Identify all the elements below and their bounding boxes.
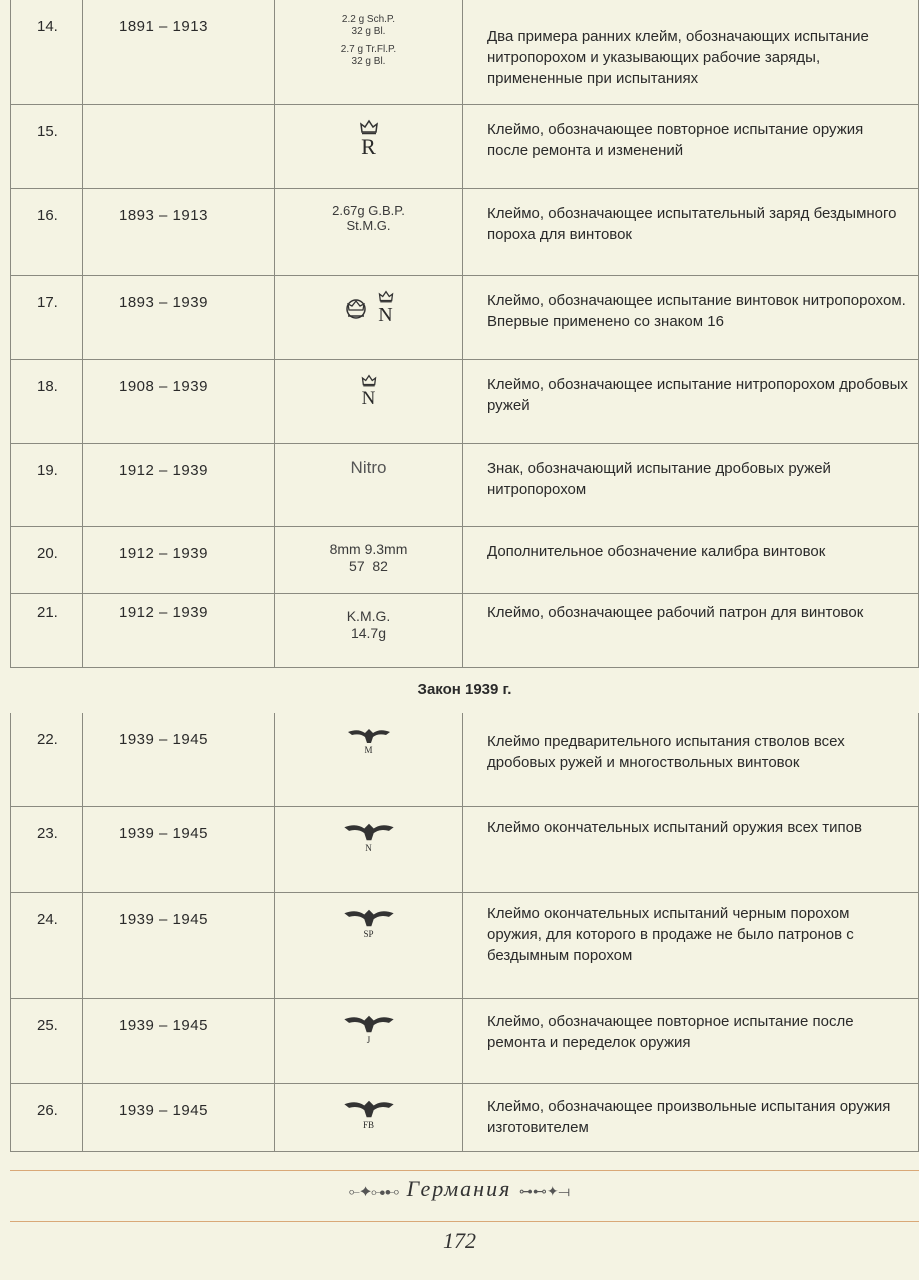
row-years: 1912 – 1939 xyxy=(83,443,275,526)
row-number: 19. xyxy=(11,443,83,526)
row-description: Знак, обозначающий испытание дробовых ружей нитропорохом xyxy=(463,443,919,526)
eagle-icon xyxy=(342,907,396,929)
table-row xyxy=(11,1083,919,1151)
mark-text: 2.2 g Sch.P. xyxy=(341,14,396,25)
mark-text: 2.7 g Tr.Fl.P. xyxy=(340,44,397,55)
row-number: 22. xyxy=(11,713,83,806)
mark-cell xyxy=(275,443,463,526)
table-row xyxy=(11,359,919,443)
mark-cell xyxy=(275,526,463,593)
footer-title-text: Германия xyxy=(406,1176,512,1201)
mark-letter: R xyxy=(361,133,376,159)
table-row xyxy=(11,713,919,806)
row-number: 18. xyxy=(11,359,83,443)
row-years: 1939 – 1945 xyxy=(83,998,275,1083)
table-row xyxy=(11,998,919,1083)
mark-cell xyxy=(275,713,463,806)
row-years: 1939 – 1945 xyxy=(83,1083,275,1151)
table-row xyxy=(11,0,919,104)
row-description: Клеймо, обозначающее повторное испытание оружия после ремонта и изменений xyxy=(463,104,919,188)
ornament-icon: ⟜✦⊶⊷ xyxy=(348,1185,400,1200)
row-description: Клеймо, обозначающее испытательный заряд бездымного пороха для винтовок xyxy=(463,188,919,275)
mark-cell xyxy=(275,593,463,667)
mark-cell xyxy=(275,806,463,892)
row-number: 16. xyxy=(11,188,83,275)
mark-text: 32 g Bl. xyxy=(351,26,386,37)
proof-marks-table-pre-1939 xyxy=(10,0,919,668)
footer-rule-top xyxy=(10,1170,919,1171)
mark-text: 8mm 9.3mm xyxy=(329,540,408,557)
mark-text: K.M.G. xyxy=(346,607,391,624)
mark-letter: N xyxy=(378,303,393,326)
row-description: Клеймо, обозначающее повторное испытание после ремонта и переделок оружия xyxy=(463,998,919,1083)
mark-letter: M xyxy=(364,745,373,755)
mark-cell xyxy=(275,188,463,275)
row-description: Клеймо окончательных испытаний оружия всех типов xyxy=(463,806,919,892)
table-row xyxy=(11,806,919,892)
row-number: 17. xyxy=(11,275,83,359)
row-number: 21. xyxy=(11,593,83,667)
mark-cell xyxy=(275,0,463,104)
table-row xyxy=(11,892,919,998)
row-years: 1912 – 1939 xyxy=(83,593,275,667)
mark-letter: FB xyxy=(362,1119,374,1130)
row-description: Дополнительное обозначение калибра винтовок xyxy=(463,526,919,593)
row-description: Клеймо окончательных испытаний черным порохом оружия, для которого в продаже не было патронов с бездымным порохом xyxy=(463,892,919,998)
row-years: 1893 – 1913 xyxy=(83,188,275,275)
mark-cell xyxy=(275,1083,463,1151)
row-description: Клеймо, обозначающее испытание винтовок нитропорохом. Впервые применено со знаком 16 xyxy=(463,275,919,359)
row-years: 1891 – 1913 xyxy=(83,0,275,104)
section-heading: Закон 1939 г. xyxy=(417,681,512,698)
row-number: 23. xyxy=(11,806,83,892)
table-row xyxy=(11,188,919,275)
crown-icon xyxy=(343,296,369,320)
ornament-icon: ⊶⊷✦⟞ xyxy=(518,1185,571,1200)
row-number: 25. xyxy=(11,998,83,1083)
mark-text: 14.7g xyxy=(350,624,387,641)
row-number: 26. xyxy=(11,1083,83,1151)
crown-icon xyxy=(377,290,395,303)
mark-cell xyxy=(275,275,463,359)
row-years: 1939 – 1945 xyxy=(83,713,275,806)
table-row xyxy=(11,593,919,667)
row-years: 1939 – 1945 xyxy=(83,806,275,892)
mark-text: 32 g Bl. xyxy=(351,56,386,67)
row-description: Два примера ранних клейм, обозначающих испытание нитропорохом и указывающих рабочие заряды, примененные при испытаниях xyxy=(463,0,919,104)
mark-text: St.M.G. xyxy=(346,217,391,233)
footer-section-title xyxy=(0,1176,919,1202)
eagle-icon xyxy=(346,727,392,745)
row-description: Клеймо, обозначающее произвольные испытания оружия изготовителем xyxy=(463,1083,919,1151)
row-years: 1939 – 1945 xyxy=(83,892,275,998)
row-description: Клеймо предварительного испытания стволов всех дробовых ружей и многоствольных винтовок xyxy=(463,713,919,806)
proof-marks-table-1939 xyxy=(10,713,919,1152)
table-row xyxy=(11,275,919,359)
row-number: 20. xyxy=(11,526,83,593)
row-years: 1912 – 1939 xyxy=(83,526,275,593)
row-number: 14. xyxy=(11,0,83,104)
crown-icon xyxy=(360,374,378,387)
eagle-icon xyxy=(342,1098,396,1120)
row-description: Клеймо, обозначающее рабочий патрон для винтовок xyxy=(463,593,919,667)
page-number: 172 xyxy=(443,1228,476,1253)
mark-text: 57 82 xyxy=(349,557,388,574)
mark-letter: N xyxy=(365,842,372,853)
crown-icon xyxy=(359,119,379,135)
mark-text: 2.67g G.B.P. xyxy=(332,202,405,218)
mark-cell xyxy=(275,104,463,188)
mark-cell xyxy=(275,892,463,998)
mark-cell xyxy=(275,359,463,443)
footer-rule-bottom xyxy=(10,1221,919,1222)
table-row xyxy=(11,104,919,188)
mark-letter: J xyxy=(366,1034,371,1045)
row-number: 24. xyxy=(11,892,83,998)
mark-cell xyxy=(275,998,463,1083)
row-description: Клеймо, обозначающее испытание нитропорохом дробовых ружей xyxy=(463,359,919,443)
mark-letter: SP xyxy=(363,928,374,939)
row-years: 1893 – 1939 xyxy=(83,275,275,359)
table-row xyxy=(11,443,919,526)
row-years: 1908 – 1939 xyxy=(83,359,275,443)
row-number: 15. xyxy=(11,104,83,188)
mark-letter: N xyxy=(361,387,376,409)
mark-text: Nitro xyxy=(350,457,387,477)
table-row xyxy=(11,526,919,593)
eagle-icon xyxy=(342,1013,396,1035)
eagle-icon xyxy=(342,821,396,843)
row-years xyxy=(83,104,275,188)
